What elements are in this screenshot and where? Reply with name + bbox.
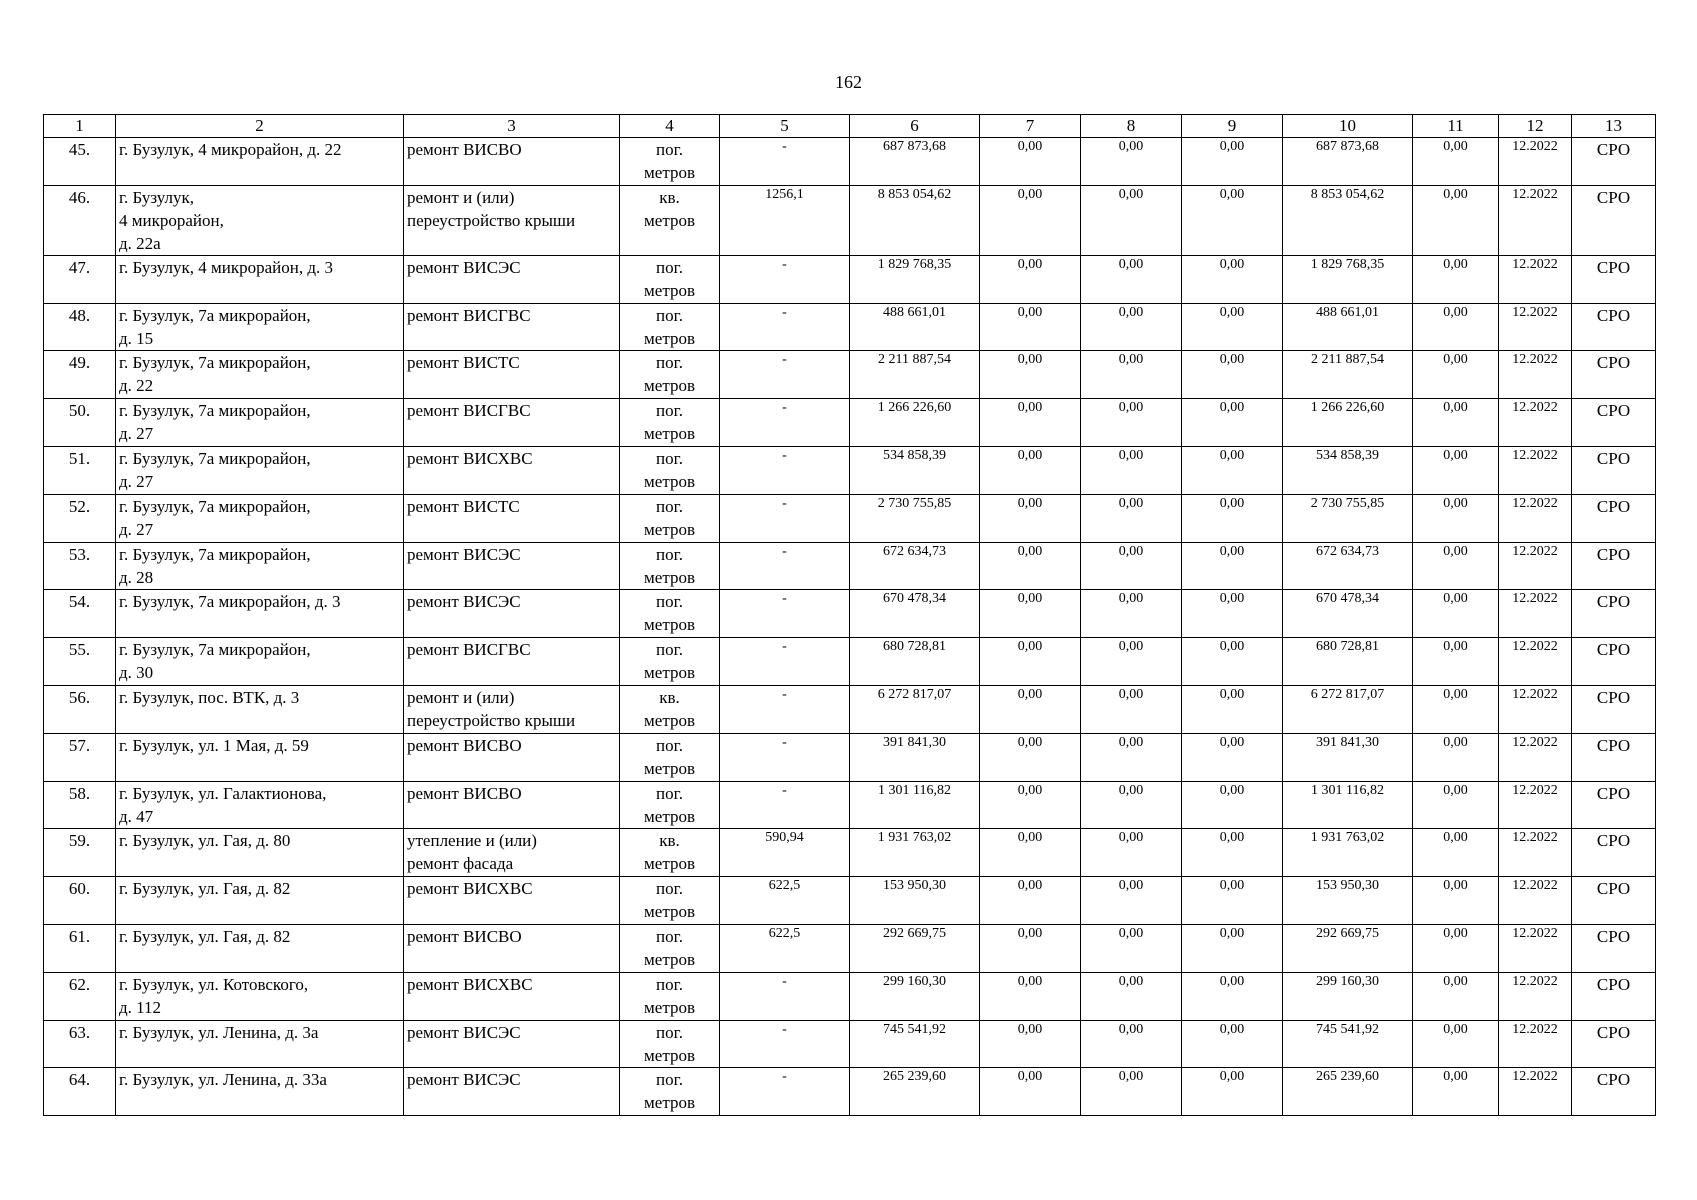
column-5-cell: - [720,446,850,494]
column-11-cell: 0,00 [1413,1020,1499,1068]
method-cell: СРО [1572,781,1656,829]
work-type-cell: ремонт ВИСЭС [404,542,620,590]
table-row [44,255,1656,303]
column-6-cell: 672 634,73 [850,542,980,590]
column-9-cell: 0,00 [1182,303,1283,351]
column-11-cell: 0,00 [1413,542,1499,590]
column-5-cell: - [720,972,850,1020]
work-type-cell: ремонт ВИСХВС [404,972,620,1020]
table-row [44,733,1656,781]
unit-cell: кв. метров [620,829,720,877]
column-9-cell: 0,00 [1182,972,1283,1020]
address-cell: г. Бузулук, ул. Галактионова, д. 47 [116,781,404,829]
column-7-cell: 0,00 [980,542,1081,590]
column-7-cell: 0,00 [980,590,1081,638]
column-5-cell: - [720,1020,850,1068]
column-8-cell: 0,00 [1081,685,1182,733]
table-row [44,972,1656,1020]
address-cell: г. Бузулук, 7а микрорайон, д. 15 [116,303,404,351]
table-row [44,685,1656,733]
work-type-cell: ремонт ВИСЭС [404,590,620,638]
row-number: 55. [44,638,116,686]
column-7-cell: 0,00 [980,781,1081,829]
unit-cell: пог. метров [620,972,720,1020]
column-7-cell: 0,00 [980,185,1081,255]
column-9-cell: 0,00 [1182,685,1283,733]
column-header: 7 [980,115,1081,138]
column-10-cell: 1 931 763,02 [1283,829,1413,877]
column-10-cell: 745 541,92 [1283,1020,1413,1068]
address-cell: г. Бузулук, пос. ВТК, д. 3 [116,685,404,733]
unit-cell: пог. метров [620,638,720,686]
column-5-cell: - [720,781,850,829]
method-cell: СРО [1572,685,1656,733]
method-cell: СРО [1572,972,1656,1020]
work-type-cell: ремонт ВИСЭС [404,1068,620,1116]
column-7-cell: 0,00 [980,303,1081,351]
address-cell: г. Бузулук, ул. 1 Мая, д. 59 [116,733,404,781]
column-5-cell: - [720,1068,850,1116]
row-number: 58. [44,781,116,829]
row-number: 57. [44,733,116,781]
row-number: 48. [44,303,116,351]
column-header: 1 [44,115,116,138]
column-10-cell: 391 841,30 [1283,733,1413,781]
table-row [44,399,1656,447]
unit-cell: пог. метров [620,924,720,972]
address-cell: г. Бузулук, 7а микрорайон, д. 27 [116,399,404,447]
method-cell: СРО [1572,877,1656,925]
table-row [44,185,1656,255]
column-9-cell: 0,00 [1182,733,1283,781]
row-number: 61. [44,924,116,972]
column-header: 6 [850,115,980,138]
row-number: 54. [44,590,116,638]
column-8-cell: 0,00 [1081,590,1182,638]
work-type-cell: утепление и (или) ремонт фасада [404,829,620,877]
date-cell: 12.2022 [1499,972,1572,1020]
column-6-cell: 2 211 887,54 [850,351,980,399]
unit-cell: пог. метров [620,351,720,399]
column-10-cell: 1 266 226,60 [1283,399,1413,447]
column-5-cell: - [720,303,850,351]
row-number: 51. [44,446,116,494]
date-cell: 12.2022 [1499,1020,1572,1068]
work-type-cell: ремонт ВИСГВС [404,399,620,447]
unit-cell: пог. метров [620,590,720,638]
date-cell: 12.2022 [1499,303,1572,351]
column-11-cell: 0,00 [1413,733,1499,781]
work-type-cell: ремонт ВИСЭС [404,255,620,303]
date-cell: 12.2022 [1499,542,1572,590]
column-header: 9 [1182,115,1283,138]
column-10-cell: 153 950,30 [1283,877,1413,925]
table-body [44,138,1656,1116]
unit-cell: кв. метров [620,185,720,255]
column-6-cell: 2 730 755,85 [850,494,980,542]
column-10-cell: 534 858,39 [1283,446,1413,494]
column-6-cell: 153 950,30 [850,877,980,925]
column-9-cell: 0,00 [1182,446,1283,494]
row-number: 46. [44,185,116,255]
column-8-cell: 0,00 [1081,1068,1182,1116]
unit-cell: пог. метров [620,255,720,303]
table-row [44,1068,1656,1116]
row-number: 49. [44,351,116,399]
column-5-cell: - [720,733,850,781]
unit-cell: пог. метров [620,1068,720,1116]
address-cell: г. Бузулук, ул. Котовского, д. 112 [116,972,404,1020]
column-6-cell: 1 829 768,35 [850,255,980,303]
column-11-cell: 0,00 [1413,781,1499,829]
column-7-cell: 0,00 [980,494,1081,542]
date-cell: 12.2022 [1499,351,1572,399]
work-type-cell: ремонт ВИСГВС [404,303,620,351]
row-number: 56. [44,685,116,733]
method-cell: СРО [1572,829,1656,877]
row-number: 59. [44,829,116,877]
method-cell: СРО [1572,446,1656,494]
column-8-cell: 0,00 [1081,351,1182,399]
method-cell: СРО [1572,924,1656,972]
table-row [44,138,1656,186]
work-type-cell: ремонт ВИСВО [404,924,620,972]
column-9-cell: 0,00 [1182,590,1283,638]
work-type-cell: ремонт ВИСХВС [404,446,620,494]
column-10-cell: 2 211 887,54 [1283,351,1413,399]
column-11-cell: 0,00 [1413,185,1499,255]
column-6-cell: 1 931 763,02 [850,829,980,877]
address-cell: г. Бузулук, 7а микрорайон, д. 30 [116,638,404,686]
column-7-cell: 0,00 [980,255,1081,303]
address-cell: г. Бузулук, 7а микрорайон, д. 27 [116,494,404,542]
column-6-cell: 8 853 054,62 [850,185,980,255]
unit-cell: пог. метров [620,733,720,781]
address-cell: г. Бузулук, ул. Ленина, д. 3а [116,1020,404,1068]
column-10-cell: 670 478,34 [1283,590,1413,638]
column-header: 2 [116,115,404,138]
column-11-cell: 0,00 [1413,446,1499,494]
column-8-cell: 0,00 [1081,446,1182,494]
column-11-cell: 0,00 [1413,877,1499,925]
column-header: 5 [720,115,850,138]
work-type-cell: ремонт ВИСГВС [404,638,620,686]
column-7-cell: 0,00 [980,399,1081,447]
column-7-cell: 0,00 [980,972,1081,1020]
table-row [44,494,1656,542]
column-5-cell: 1256,1 [720,185,850,255]
column-8-cell: 0,00 [1081,185,1182,255]
method-cell: СРО [1572,351,1656,399]
column-9-cell: 0,00 [1182,877,1283,925]
unit-cell: кв. метров [620,685,720,733]
column-9-cell: 0,00 [1182,255,1283,303]
column-header: 13 [1572,115,1656,138]
column-5-cell: - [720,638,850,686]
column-10-cell: 672 634,73 [1283,542,1413,590]
column-7-cell: 0,00 [980,351,1081,399]
column-9-cell: 0,00 [1182,185,1283,255]
unit-cell: пог. метров [620,542,720,590]
address-cell: г. Бузулук, 7а микрорайон, д. 3 [116,590,404,638]
column-8-cell: 0,00 [1081,494,1182,542]
method-cell: СРО [1572,185,1656,255]
column-6-cell: 265 239,60 [850,1068,980,1116]
date-cell: 12.2022 [1499,185,1572,255]
row-number: 60. [44,877,116,925]
method-cell: СРО [1572,1020,1656,1068]
column-5-cell: - [720,542,850,590]
table-row [44,446,1656,494]
column-5-cell: 590,94 [720,829,850,877]
column-10-cell: 6 272 817,07 [1283,685,1413,733]
column-8-cell: 0,00 [1081,781,1182,829]
date-cell: 12.2022 [1499,781,1572,829]
column-5-cell: - [720,590,850,638]
address-cell: г. Бузулук, ул. Гая, д. 82 [116,877,404,925]
column-10-cell: 292 669,75 [1283,924,1413,972]
table-row [44,542,1656,590]
unit-cell: пог. метров [620,138,720,186]
column-10-cell: 488 661,01 [1283,303,1413,351]
column-6-cell: 745 541,92 [850,1020,980,1068]
column-6-cell: 1 266 226,60 [850,399,980,447]
column-11-cell: 0,00 [1413,924,1499,972]
unit-cell: пог. метров [620,781,720,829]
column-11-cell: 0,00 [1413,138,1499,186]
column-9-cell: 0,00 [1182,542,1283,590]
date-cell: 12.2022 [1499,255,1572,303]
column-6-cell: 534 858,39 [850,446,980,494]
work-type-cell: ремонт ВИСВО [404,733,620,781]
work-type-cell: ремонт ВИСТС [404,494,620,542]
column-10-cell: 1 301 116,82 [1283,781,1413,829]
column-9-cell: 0,00 [1182,351,1283,399]
table-row [44,590,1656,638]
unit-cell: пог. метров [620,446,720,494]
row-number: 53. [44,542,116,590]
column-8-cell: 0,00 [1081,399,1182,447]
column-11-cell: 0,00 [1413,303,1499,351]
table-row [44,303,1656,351]
table-row [44,877,1656,925]
row-number: 52. [44,494,116,542]
date-cell: 12.2022 [1499,590,1572,638]
column-header: 4 [620,115,720,138]
row-number: 63. [44,1020,116,1068]
address-cell: г. Бузулук, 7а микрорайон, д. 28 [116,542,404,590]
address-cell: г. Бузулук, 4 микрорайон, д. 22а [116,185,404,255]
column-8-cell: 0,00 [1081,1020,1182,1068]
date-cell: 12.2022 [1499,1068,1572,1116]
column-8-cell: 0,00 [1081,972,1182,1020]
column-5-cell: - [720,255,850,303]
column-6-cell: 391 841,30 [850,733,980,781]
column-9-cell: 0,00 [1182,494,1283,542]
column-10-cell: 687 873,68 [1283,138,1413,186]
unit-cell: пог. метров [620,303,720,351]
address-cell: г. Бузулук, ул. Ленина, д. 33а [116,1068,404,1116]
column-8-cell: 0,00 [1081,829,1182,877]
method-cell: СРО [1572,1068,1656,1116]
column-11-cell: 0,00 [1413,590,1499,638]
date-cell: 12.2022 [1499,924,1572,972]
date-cell: 12.2022 [1499,733,1572,781]
column-5-cell: 622,5 [720,877,850,925]
column-6-cell: 670 478,34 [850,590,980,638]
column-8-cell: 0,00 [1081,733,1182,781]
column-7-cell: 0,00 [980,924,1081,972]
work-type-cell: ремонт ВИСЭС [404,1020,620,1068]
column-9-cell: 0,00 [1182,781,1283,829]
method-cell: СРО [1572,494,1656,542]
method-cell: СРО [1572,303,1656,351]
column-11-cell: 0,00 [1413,685,1499,733]
method-cell: СРО [1572,542,1656,590]
column-7-cell: 0,00 [980,829,1081,877]
column-5-cell: - [720,138,850,186]
column-7-cell: 0,00 [980,138,1081,186]
table-row [44,1020,1656,1068]
address-cell: г. Бузулук, ул. Гая, д. 80 [116,829,404,877]
column-5-cell: - [720,494,850,542]
column-7-cell: 0,00 [980,733,1081,781]
work-type-cell: ремонт ВИСВО [404,781,620,829]
column-9-cell: 0,00 [1182,924,1283,972]
row-number: 64. [44,1068,116,1116]
column-9-cell: 0,00 [1182,829,1283,877]
column-header: 12 [1499,115,1572,138]
column-6-cell: 1 301 116,82 [850,781,980,829]
column-11-cell: 0,00 [1413,1068,1499,1116]
column-7-cell: 0,00 [980,1068,1081,1116]
address-cell: г. Бузулук, 7а микрорайон, д. 27 [116,446,404,494]
column-8-cell: 0,00 [1081,877,1182,925]
column-6-cell: 292 669,75 [850,924,980,972]
column-6-cell: 6 272 817,07 [850,685,980,733]
work-type-cell: ремонт ВИСХВС [404,877,620,925]
row-number: 62. [44,972,116,1020]
column-5-cell: - [720,351,850,399]
row-number: 47. [44,255,116,303]
column-9-cell: 0,00 [1182,1068,1283,1116]
column-8-cell: 0,00 [1081,303,1182,351]
column-6-cell: 687 873,68 [850,138,980,186]
column-6-cell: 299 160,30 [850,972,980,1020]
column-8-cell: 0,00 [1081,638,1182,686]
column-7-cell: 0,00 [980,685,1081,733]
column-10-cell: 299 160,30 [1283,972,1413,1020]
work-type-cell: ремонт и (или) переустройство крыши [404,185,620,255]
column-10-cell: 265 239,60 [1283,1068,1413,1116]
date-cell: 12.2022 [1499,138,1572,186]
column-9-cell: 0,00 [1182,638,1283,686]
method-cell: СРО [1572,138,1656,186]
column-7-cell: 0,00 [980,1020,1081,1068]
column-11-cell: 0,00 [1413,255,1499,303]
table-row [44,638,1656,686]
unit-cell: пог. метров [620,1020,720,1068]
table-row [44,781,1656,829]
column-10-cell: 8 853 054,62 [1283,185,1413,255]
method-cell: СРО [1572,590,1656,638]
column-10-cell: 680 728,81 [1283,638,1413,686]
table-row [44,829,1656,877]
column-10-cell: 1 829 768,35 [1283,255,1413,303]
repair-program-table [43,114,1656,1116]
address-cell: г. Бузулук, 4 микрорайон, д. 22 [116,138,404,186]
column-7-cell: 0,00 [980,638,1081,686]
column-8-cell: 0,00 [1081,138,1182,186]
date-cell: 12.2022 [1499,446,1572,494]
column-9-cell: 0,00 [1182,138,1283,186]
column-9-cell: 0,00 [1182,399,1283,447]
column-7-cell: 0,00 [980,446,1081,494]
column-5-cell: - [720,685,850,733]
row-number: 50. [44,399,116,447]
method-cell: СРО [1572,733,1656,781]
row-number: 45. [44,138,116,186]
column-header: 10 [1283,115,1413,138]
column-11-cell: 0,00 [1413,399,1499,447]
method-cell: СРО [1572,399,1656,447]
address-cell: г. Бузулук, 7а микрорайон, д. 22 [116,351,404,399]
column-10-cell: 2 730 755,85 [1283,494,1413,542]
column-6-cell: 488 661,01 [850,303,980,351]
column-11-cell: 0,00 [1413,494,1499,542]
column-11-cell: 0,00 [1413,829,1499,877]
address-cell: г. Бузулук, 4 микрорайон, д. 3 [116,255,404,303]
column-6-cell: 680 728,81 [850,638,980,686]
column-8-cell: 0,00 [1081,924,1182,972]
date-cell: 12.2022 [1499,877,1572,925]
column-8-cell: 0,00 [1081,542,1182,590]
column-header: 11 [1413,115,1499,138]
unit-cell: пог. метров [620,494,720,542]
column-5-cell: - [720,399,850,447]
work-type-cell: ремонт ВИСТС [404,351,620,399]
column-7-cell: 0,00 [980,877,1081,925]
method-cell: СРО [1572,255,1656,303]
header-row [44,115,1656,138]
date-cell: 12.2022 [1499,399,1572,447]
column-header: 3 [404,115,620,138]
date-cell: 12.2022 [1499,494,1572,542]
unit-cell: пог. метров [620,399,720,447]
column-8-cell: 0,00 [1081,255,1182,303]
work-type-cell: ремонт ВИСВО [404,138,620,186]
unit-cell: пог. метров [620,877,720,925]
column-header: 8 [1081,115,1182,138]
work-type-cell: ремонт и (или) переустройство крыши [404,685,620,733]
table-row [44,924,1656,972]
table-row [44,351,1656,399]
page-number: 162 [835,72,862,92]
column-11-cell: 0,00 [1413,972,1499,1020]
date-cell: 12.2022 [1499,638,1572,686]
column-9-cell: 0,00 [1182,1020,1283,1068]
column-11-cell: 0,00 [1413,351,1499,399]
date-cell: 12.2022 [1499,685,1572,733]
address-cell: г. Бузулук, ул. Гая, д. 82 [116,924,404,972]
method-cell: СРО [1572,638,1656,686]
column-11-cell: 0,00 [1413,638,1499,686]
date-cell: 12.2022 [1499,829,1572,877]
column-5-cell: 622,5 [720,924,850,972]
